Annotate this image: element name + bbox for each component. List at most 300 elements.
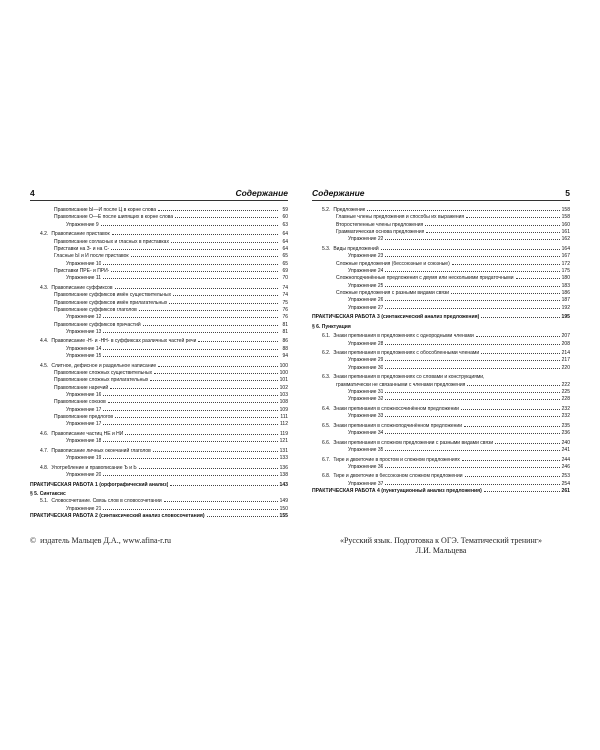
toc-entry: [30, 407, 288, 414]
entry-title: Предложение: [333, 207, 366, 213]
dot-leader: [385, 481, 559, 485]
dot-leader: [367, 207, 559, 211]
toc-entry: [312, 423, 570, 430]
dot-leader: [111, 246, 278, 250]
entry-title: Виды предложений: [333, 245, 379, 252]
toc-entry: [30, 377, 288, 384]
entry-page-number: 101: [279, 377, 288, 384]
entry-page-number: 138: [279, 472, 288, 478]
dot-leader: [115, 414, 278, 418]
entry-title: Упражнение 9: [66, 221, 99, 228]
dot-leader: [103, 472, 277, 476]
entry-page-number: 88: [282, 345, 288, 352]
dot-leader: [111, 268, 278, 272]
dot-leader: [169, 300, 278, 304]
entry-title: Приставки на З- и на С-: [54, 245, 110, 252]
entry-title: Правописание согласных и гласных в приставках: [54, 238, 169, 245]
entry-page-number: 150: [279, 505, 288, 512]
toc-entry: [312, 214, 570, 221]
entry-page-number: 131: [279, 447, 288, 454]
entry-page-number: 246: [561, 463, 570, 470]
toc-entry: [312, 382, 570, 389]
toc-entry: [30, 261, 288, 268]
entry-title: Знаки препинания в сложном предложении с разными видами связи: [333, 439, 494, 446]
entry-page-number: 70: [282, 275, 288, 282]
toc-entry: [30, 385, 288, 392]
toc-entry: [312, 290, 570, 297]
entry-title: Знаки препинания в предложениях с обособленными членами: [333, 350, 480, 357]
entry-page-number: 63: [282, 221, 288, 228]
toc-entry: [312, 413, 570, 420]
entry-page-number: 225: [561, 389, 570, 396]
entry-title: § 5. Синтаксис: [30, 491, 66, 498]
entry-page-number: 208: [561, 340, 570, 347]
toc-entry: [30, 300, 288, 307]
dot-leader: [385, 253, 559, 257]
toc-entry: [312, 275, 570, 282]
dot-leader: [143, 322, 278, 326]
toc-entry: [30, 399, 288, 406]
book-spread: [0, 186, 600, 606]
entry-page-number: 75: [282, 299, 288, 306]
entry-title: Упражнение 29: [348, 357, 384, 364]
toc-entry: [30, 207, 288, 214]
entry-page-number: 112: [280, 421, 288, 428]
entry-page-number: 175: [561, 267, 570, 274]
entry-title: Упражнение 32: [348, 396, 384, 403]
entry-title: Знаки препинания в предложениях со словами и конструкциями,: [333, 374, 485, 381]
page-header: [30, 186, 288, 201]
entry-title: Правописание предлогов: [54, 414, 114, 421]
entry-number: 4.8.: [40, 464, 49, 471]
entry-page-number: 183: [561, 282, 570, 289]
dot-leader: [385, 341, 559, 345]
dot-leader: [198, 338, 278, 342]
dot-leader: [154, 370, 278, 374]
dot-leader: [103, 314, 278, 318]
dot-leader: [385, 357, 559, 361]
entry-page-number: 192: [561, 304, 570, 311]
toc-entry: [312, 207, 570, 214]
entry-title: Упражнение 23: [348, 253, 384, 260]
entry-title: Правописание союзов: [54, 399, 106, 406]
dot-leader: [385, 297, 559, 301]
dot-leader: [467, 382, 559, 386]
entry-page-number: 236: [561, 430, 570, 437]
section-heading: [30, 491, 288, 498]
entry-title: Правописание сложных существительных: [54, 369, 153, 376]
entry-page-number: 158: [561, 214, 570, 221]
entry-page-number: 261: [561, 488, 570, 495]
toc-entry: [30, 431, 288, 438]
dot-leader: [150, 377, 277, 381]
dot-leader: [451, 290, 560, 294]
dot-leader: [425, 222, 559, 226]
entry-title: ПРАКТИЧЕСКАЯ РАБОТА 2 (синтаксический анализ словосочетания): [30, 513, 205, 520]
entry-title: Упражнение 25: [348, 282, 384, 289]
entry-number: 6.1.: [322, 333, 331, 340]
entry-title: Употребление и правописание Ъ и Ь: [51, 464, 137, 471]
dot-leader: [495, 440, 560, 444]
toc-entry: [30, 268, 288, 275]
practical-work-entry: [312, 488, 570, 495]
dot-leader: [171, 239, 278, 243]
entry-page-number: 217: [561, 357, 570, 364]
entry-number: 5.2.: [322, 207, 331, 213]
entry-title: Упражнение 19: [66, 455, 102, 462]
dot-leader: [484, 488, 560, 492]
entry-title: Знаки препинания в сложносочинённом предложении: [333, 405, 459, 412]
page-number: 4: [30, 188, 35, 198]
toc-entry: [30, 214, 288, 221]
entry-title: Правописание приставок: [51, 231, 110, 238]
dot-leader: [516, 275, 560, 279]
entry-page-number: 232: [561, 413, 570, 420]
practical-work-entry: [30, 482, 288, 489]
entry-title: Упражнение 24: [348, 267, 384, 274]
publisher-text: издатель Мальцев Д.А., www.afina-r.ru: [40, 536, 172, 545]
dot-leader: [464, 423, 560, 427]
toc-entry: [312, 333, 570, 340]
entry-title: Упражнение 17: [66, 406, 102, 413]
dot-leader: [385, 236, 559, 240]
entry-title: Упражнение 31: [348, 389, 384, 396]
dot-leader: [461, 406, 560, 410]
dot-leader: [385, 396, 559, 400]
table-of-contents: [30, 207, 288, 520]
dot-leader: [103, 506, 277, 510]
entry-page-number: 161: [561, 229, 570, 236]
entry-page-number: 172: [561, 260, 570, 267]
toc-entry: [30, 498, 288, 505]
dot-leader: [385, 268, 559, 272]
entry-title: Сложные предложения с разными видами связи: [336, 289, 450, 296]
dot-leader: [481, 350, 560, 354]
dot-leader: [112, 231, 278, 235]
entry-title: Упражнение 17: [66, 421, 102, 428]
entry-page-number: 121: [279, 438, 288, 445]
entry-title: Упражнение 30: [348, 364, 384, 371]
toc-entry: [30, 314, 288, 321]
entry-page-number: 222: [561, 381, 570, 388]
toc-entry: [312, 440, 570, 447]
entry-page-number: 65: [282, 253, 288, 260]
entry-title: ПРАКТИЧЕСКАЯ РАБОТА 4 (пунктуационный анализ предложения): [312, 488, 482, 495]
entry-title: Правописание суффиксов имён существительных: [54, 292, 172, 299]
dot-leader: [103, 438, 277, 442]
entry-title: Правописание суффиксов причастий: [54, 321, 141, 328]
dot-leader: [103, 261, 278, 265]
entry-title: Правописание личных окончаний глаголов: [51, 447, 151, 454]
entry-page-number: 136: [279, 464, 288, 471]
toc-entry: [312, 374, 570, 381]
entry-page-number: 108: [279, 399, 288, 406]
toc-entry: [30, 231, 288, 238]
toc-entry: [30, 338, 288, 345]
toc-entry: [30, 285, 288, 292]
dot-leader: [103, 421, 278, 425]
entry-title: Упражнение 36: [348, 463, 384, 470]
entry-page-number: 74: [282, 292, 288, 299]
page-number: 5: [565, 188, 570, 198]
page-header: [312, 186, 570, 201]
entry-title: Упражнение 33: [348, 413, 384, 420]
toc-entry: [312, 389, 570, 396]
entry-page-number: 214: [561, 350, 570, 357]
dot-leader: [385, 283, 559, 287]
dot-leader: [125, 431, 278, 435]
toc-entry: [312, 297, 570, 304]
toc-entry: [312, 365, 570, 372]
entry-page-number: 65: [282, 260, 288, 267]
toc-entry: [30, 438, 288, 445]
toc-entry: [312, 261, 570, 268]
toc-entry: [30, 506, 288, 513]
entry-page-number: 244: [561, 456, 570, 463]
entry-title: Упражнение 13: [66, 328, 102, 335]
toc-entry: [312, 283, 570, 290]
entry-title: Главные члены предложения и способы их выражения: [336, 214, 465, 221]
entry-title: Правописание сложных прилагательных: [54, 377, 149, 384]
entry-number: 4.3.: [40, 284, 49, 291]
toc-entry: [30, 329, 288, 336]
entry-page-number: 180: [561, 275, 570, 282]
entry-title: Упражнение 20: [66, 472, 102, 478]
dot-leader: [381, 246, 560, 250]
entry-page-number: 162: [561, 236, 570, 243]
entry-page-number: 64: [282, 245, 288, 252]
dot-leader: [465, 473, 560, 477]
entry-title: Упражнение 18: [66, 438, 102, 445]
practical-work-entry: [30, 513, 288, 520]
entry-title: Правописание суффиксов: [51, 284, 113, 291]
entry-title: Слитное, дефисное и раздельное написание: [51, 362, 157, 369]
dot-leader: [385, 305, 559, 309]
entry-page-number: 109: [279, 406, 288, 413]
entry-page-number: 76: [282, 314, 288, 321]
toc-entry: [312, 430, 570, 437]
entry-page-number: 64: [282, 231, 288, 238]
entry-page-number: 59: [282, 207, 288, 213]
entry-page-number: 81: [282, 321, 288, 328]
toc-entry: [30, 292, 288, 299]
entry-title: Правописание суффиксов глаголов: [54, 306, 137, 313]
entry-page-number: 86: [282, 338, 288, 345]
entry-title: Упражнение 10: [66, 260, 102, 267]
dot-leader: [103, 455, 277, 459]
dot-leader: [103, 275, 278, 279]
entry-page-number: 241: [561, 447, 570, 453]
toc-entry: [30, 246, 288, 253]
entry-page-number: 60: [282, 214, 288, 221]
entry-page-number: 74: [282, 284, 288, 291]
entry-number: 6.4.: [322, 405, 331, 412]
dot-leader: [426, 229, 559, 233]
entry-number: 4.7.: [40, 447, 49, 454]
entry-title: Упражнение 37: [348, 480, 384, 487]
toc-entry: [30, 421, 288, 428]
entry-title: Упражнение 27: [348, 304, 384, 311]
toc-entry: [30, 370, 288, 377]
entry-number: 4.6.: [40, 430, 49, 437]
entry-page-number: 76: [282, 306, 288, 313]
toc-entry: [312, 222, 570, 229]
entry-title: Гласные Ы и И после приставок: [54, 253, 129, 260]
dot-leader: [153, 448, 278, 452]
running-title: Содержание: [312, 188, 365, 198]
entry-title: Правописание суффиксов имён прилагательных: [54, 299, 168, 306]
entry-title: Знаки препинания в предложениях с однородными членами: [333, 333, 474, 340]
toc-entry: [312, 357, 570, 364]
entry-page-number: 254: [561, 480, 570, 487]
dot-leader: [207, 513, 278, 517]
entry-title: Правописание наречий: [54, 384, 109, 391]
entry-page-number: 186: [561, 289, 570, 296]
toc-entry: [312, 246, 570, 253]
entry-page-number: 149: [279, 498, 288, 505]
dot-leader: [385, 365, 559, 369]
entry-number: 6.6.: [322, 439, 331, 446]
toc-entry: [312, 229, 570, 236]
toc-entry: [30, 448, 288, 455]
entry-number: 6.7.: [322, 456, 331, 463]
toc-entry: [30, 222, 288, 229]
dot-leader: [103, 346, 278, 350]
running-title: Содержание: [235, 188, 288, 198]
toc-entry: [312, 253, 570, 260]
entry-number: 6.2.: [322, 350, 331, 357]
entry-title: § 6. Пунктуация: [312, 323, 351, 330]
entry-page-number: 232: [561, 405, 570, 412]
book-title: «Русский язык. Подготовка к ОГЭ. Тематический тренинг»: [339, 536, 543, 545]
toc-entry: [30, 455, 288, 462]
dot-leader: [103, 407, 277, 411]
dot-leader: [452, 261, 560, 265]
entry-page-number: 100: [279, 362, 288, 369]
entry-title: Упражнение 16: [66, 392, 102, 398]
toc-entry: [30, 239, 288, 246]
entry-title: Правописание Ы—И после Ц в корне слова: [54, 207, 157, 213]
dot-leader: [466, 214, 560, 218]
entry-title: Знаки препинания в сложноподчинённом предложении: [333, 422, 462, 429]
toc-entry: [312, 350, 570, 357]
entry-number: 4.5.: [40, 362, 49, 369]
dot-leader: [139, 307, 278, 311]
dot-leader: [158, 363, 277, 367]
entry-title: Упражнение 15: [66, 353, 102, 360]
entry-title: Упражнение 34: [348, 430, 384, 437]
toc-entry: [312, 268, 570, 275]
entry-page-number: 69: [282, 267, 288, 274]
dot-leader: [170, 482, 277, 486]
entry-page-number: 102: [279, 384, 288, 391]
toc-entry: [312, 236, 570, 243]
dot-leader: [173, 292, 278, 296]
dot-leader: [131, 253, 278, 257]
dot-leader: [139, 465, 278, 469]
dot-leader: [103, 329, 278, 333]
section-heading: [312, 324, 570, 331]
toc-entry: [30, 392, 288, 399]
entry-title: Тире и двоеточие в бессоюзном сложном предложении: [333, 473, 463, 480]
entry-page-number: 100: [279, 369, 288, 376]
entry-number: 4.4.: [40, 338, 49, 345]
entry-number: 5.3.: [322, 245, 331, 252]
toc-entry: [30, 307, 288, 314]
entry-title: Словосочетание. Связь слов в словосочетании: [51, 498, 162, 505]
entry-page-number: 81: [282, 328, 288, 335]
entry-title: ПРАКТИЧЕСКАЯ РАБОТА 3 (синтаксический анализ предложения): [312, 314, 480, 321]
entry-title: Сложноподчинённые предложения с двумя или несколькими придаточными: [336, 275, 514, 282]
dot-leader: [462, 457, 560, 461]
dot-leader: [385, 464, 559, 468]
entry-title: ПРАКТИЧЕСКАЯ РАБОТА 1 (орфографический анализ): [30, 481, 169, 488]
toc-entry: [312, 457, 570, 464]
dot-leader: [385, 447, 559, 451]
entry-page-number: 220: [561, 364, 570, 371]
entry-title: Упражнение 12: [66, 314, 102, 321]
entry-title: Правописание -Н- и -НН- в суффиксах различных частей речи: [51, 338, 197, 345]
dot-leader: [103, 392, 277, 396]
toc-entry: [30, 322, 288, 329]
entry-title: Упражнение 21: [66, 505, 102, 512]
book-title-footer: [312, 536, 570, 556]
copyright-symbol: ©: [30, 536, 37, 545]
toc-entry: [30, 353, 288, 360]
practical-work-entry: [312, 314, 570, 321]
entry-number: 6.5.: [322, 422, 331, 429]
entry-page-number: 111: [280, 414, 288, 421]
entry-page-number: 235: [561, 422, 570, 429]
dot-leader: [101, 222, 278, 226]
toc-entry: [30, 253, 288, 260]
dot-leader: [481, 314, 559, 318]
entry-title: Тире и двоеточие в простом и сложном предложениях: [333, 456, 460, 463]
toc-entry: [30, 414, 288, 421]
entry-title: Сложные предложения (бессоюзные и союзные): [336, 260, 450, 267]
entry-page-number: 164: [561, 245, 570, 252]
dot-leader: [385, 413, 559, 417]
entry-page-number: 160: [561, 221, 570, 228]
entry-page-number: 207: [561, 333, 570, 340]
entry-number: 4.2.: [40, 231, 49, 238]
entry-number: 6.3.: [322, 374, 331, 381]
toc-entry: [312, 481, 570, 488]
entry-number: 5.1.: [40, 498, 49, 505]
dot-leader: [385, 430, 559, 434]
entry-page-number: 119: [280, 430, 288, 437]
entry-title: Правописание частиц НЕ и НИ: [51, 430, 124, 437]
entry-title: Грамматическая основа предложения: [336, 229, 425, 236]
toc-entry: [30, 472, 288, 479]
dot-leader: [115, 285, 278, 289]
entry-title: грамматически не связанными с членами предложения: [336, 381, 466, 388]
dot-leader: [103, 353, 278, 357]
dot-leader: [175, 214, 278, 218]
toc-entry: [30, 275, 288, 282]
entry-page-number: 133: [279, 455, 288, 462]
toc-entry: [312, 341, 570, 348]
entry-page-number: 155: [279, 513, 288, 520]
toc-entry: [312, 305, 570, 312]
toc-entry: [312, 396, 570, 403]
entry-page-number: 195: [561, 314, 570, 321]
dot-leader: [158, 207, 278, 211]
entry-title: Второстепенные члены предложения: [336, 221, 424, 228]
left-page: [30, 186, 288, 520]
dot-leader: [108, 399, 278, 403]
toc-entry: [312, 406, 570, 413]
